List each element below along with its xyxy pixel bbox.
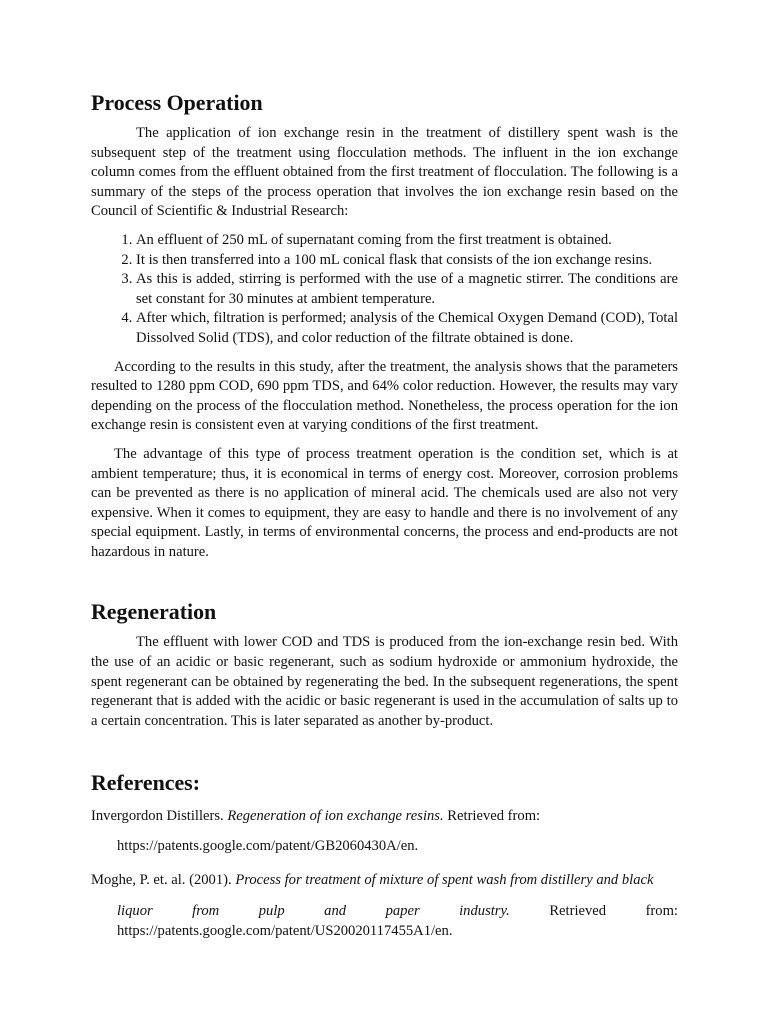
reference-1-retrieved: Retrieved from: <box>447 808 541 825</box>
reference-2-url: https://patents.google.com/patent/US20020117455A1/en. <box>117 923 453 940</box>
reference-2 <box>91 871 678 890</box>
process-results-paragraph: According to the results in this study, after the treatment, the analysis shows that the parameters resulted to 1280 ppm COD, 690 ppm TDS, and 64% color reduction. However, the results may vary depending on the process of the flocculation method. Nonetheless, the process operation for the ion exchange resin is consistent even at varying conditions of the first treatment. <box>91 358 678 434</box>
reference-2-continuation <box>91 902 678 922</box>
reference-2-author: Moghe, P. et. al. (2001). <box>91 872 232 889</box>
reference-2-title-part1: Process for treatment of mixture of spent wash from distillery and black <box>235 872 654 889</box>
regeneration-heading: Regeneration <box>91 599 217 625</box>
process-operation-heading: Process Operation <box>91 90 263 115</box>
process-intro-paragraph: The application of ion exchange resin in the treatment of distillery spent wash is the subsequent step of the treatment using flocculation methods. The influent in the ion exchange column comes from the effluent obtained from the first treatment of flocculation. The following is a summary of the steps of the process operation that involves the ion exchange resin based on the Council of Scientific & Industrial Research: <box>91 125 678 220</box>
process-advantage-paragraph: The advantage of this type of process treatment operation is the condition set, which is at ambient temperature; thus, it is economical in terms of energy cost. Moreover, corrosion problems can be prevented as there is no application of mineral acid. The chemicals used are also not very expensive. When it comes to equipment, they are easy to handle and there is no involvement of any special equipment. Lastly, in terms of environmental concerns, the process and end-products are not hazardous in nature. <box>91 445 678 560</box>
list-item: 4. After which, filtration is performed; analysis of the Chemical Oxygen Demand (COD), Total Dissolved Solid (TDS), and color reduction of the filtrate obtained is done. <box>136 309 678 348</box>
process-steps-list <box>91 231 678 349</box>
reference-2-retrieved: Retrieved from: <box>549 903 678 920</box>
list-item: 2. It is then transferred into a 100 mL conical flask that consists of the ion exchange resins. <box>136 251 678 271</box>
reference-2-title-part2: liquor from pulp and paper industry. <box>117 903 510 920</box>
list-item: 3. As this is added, stirring is performed with the use of a magnetic stirrer. The conditions are set constant for 30 minutes at ambient temperature. <box>136 270 678 309</box>
list-item: 1. An effluent of 250 mL of supernatant coming from the first treatment is obtained. <box>136 231 678 251</box>
reference-1-title: Regeneration of ion exchange resins. <box>227 808 444 825</box>
reference-1-author: Invergordon Distillers. <box>91 808 224 825</box>
regeneration-paragraph: The effluent with lower COD and TDS is produced from the ion-exchange resin bed. With the use of an acidic or basic regenerant, such as sodium hydroxide or ammonium hydroxide, the spent regenerant can be obtained by regenerating the bed. In the subsequent regenerations, the spent regenerant that is added with the acidic or basic regenerant is used in the accumulation of salts up to a certain concentration. This is later separated as another by-product. <box>91 634 678 729</box>
references-heading: References: <box>91 770 200 796</box>
document-page <box>91 90 678 942</box>
reference-1 <box>91 807 678 826</box>
reference-1-url: https://patents.google.com/patent/GB2060430A/en. <box>117 838 419 855</box>
